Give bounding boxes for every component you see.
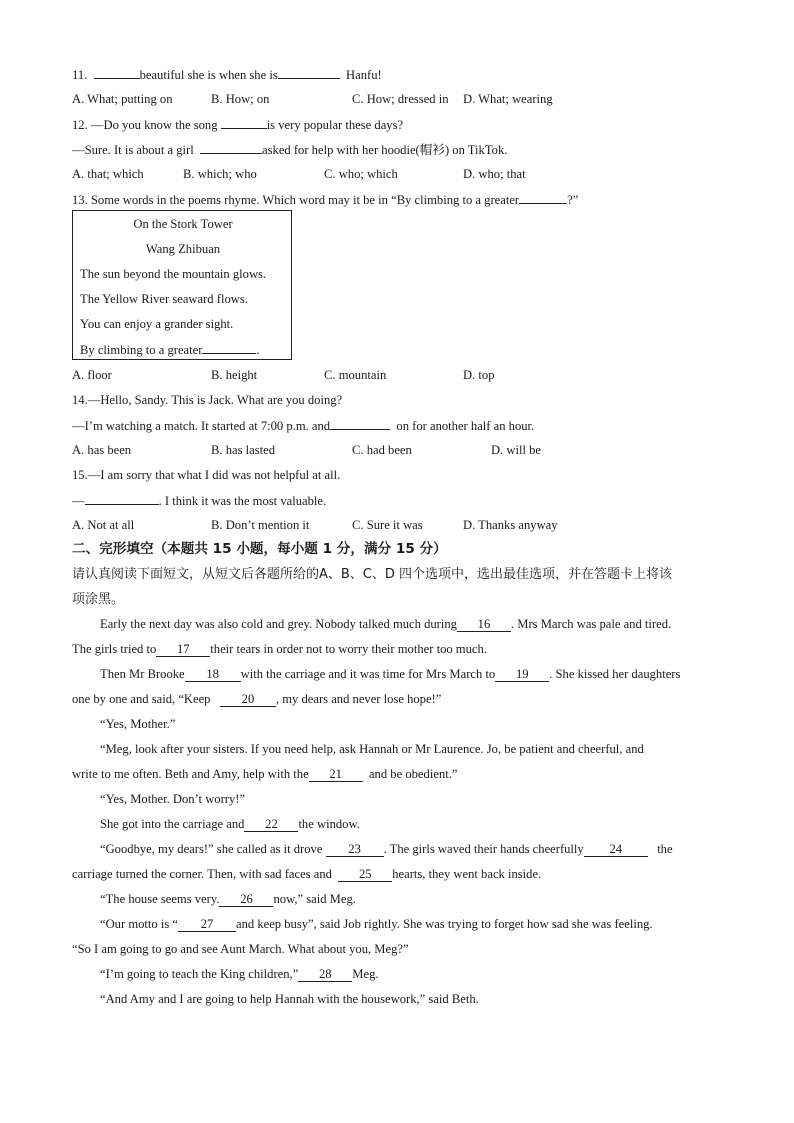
instructions: 请认真阅读下面短文，从短文后各题所给的A、B、C、D 四个选项中，选出最佳选项，并在答题卡上将该 [72, 567, 673, 582]
option-c[interactable]: C. How; dressed in [352, 92, 449, 106]
passage-line: “The house seems very. 26 now,” said Meg. [100, 892, 356, 906]
cloze-blank-17[interactable]: 17 [156, 643, 210, 657]
question-12: 12. —Do you know the song is very popular these days? [72, 118, 404, 132]
cloze-blank-23[interactable]: 23 [326, 843, 384, 857]
option-b[interactable]: B. which; who [183, 167, 257, 181]
option-c[interactable]: C. who; which [324, 167, 398, 181]
cloze-blank-26[interactable]: 26 [219, 893, 273, 907]
passage-line: “Goodbye, my dears!” she called as it drove 23 . The girls waved their hands cheerfully 24 the [100, 842, 673, 856]
poem-line: By climbing to a greater . [80, 343, 260, 357]
answer-blank[interactable] [330, 417, 390, 430]
cloze-blank-21[interactable]: 21 [309, 768, 363, 782]
option-c[interactable]: C. Sure it was [352, 518, 423, 532]
cloze-blank-24[interactable]: 24 [584, 843, 648, 857]
question-15: 15.—I am sorry that what I did was not helpful at all. [72, 468, 341, 482]
option-d[interactable]: D. Thanks anyway [463, 518, 558, 532]
passage-line: “Our motto is “ 27 and keep busy”, said Job rightly. She was trying to forget how sad she was feeling. [100, 917, 653, 931]
option-a[interactable]: A. floor [72, 368, 112, 382]
passage-line: “And Amy and I are going to help Hannah with the housework,” said Beth. [100, 992, 479, 1006]
instructions-cont: 项涂黑。 [72, 592, 125, 607]
passage-line: write to me often. Beth and Amy, help with the 21 and be obedient.” [72, 767, 458, 781]
answer-blank[interactable] [202, 341, 256, 354]
section-heading: 二、完形填空（本题共 15 小题，每小题 1 分，满分 15 分） [72, 541, 447, 557]
passage-line: She got into the carriage and 22 the window. [100, 817, 360, 831]
question-14: 14.—Hello, Sandy. This is Jack. What are you doing? [72, 393, 343, 407]
poem-line: You can enjoy a grander sight. [80, 317, 234, 331]
passage-line: “So I am going to go and see Aunt March. What about you, Meg?” [72, 942, 409, 956]
answer-blank[interactable] [519, 191, 567, 204]
option-a[interactable]: A. What; putting on [72, 92, 173, 106]
poem-title: On the Stork Tower [133, 217, 233, 231]
option-b[interactable]: B. has lasted [211, 443, 276, 457]
option-b[interactable]: B. How; on [211, 92, 270, 106]
passage-line: “Meg, look after your sisters. If you need help, ask Hannah or Mr Laurence. Jo, be patient and cheerful, and [100, 742, 644, 756]
passage-line: “Yes, Mother.” [100, 717, 176, 731]
answer-blank[interactable] [278, 66, 340, 79]
answer-blank[interactable] [94, 66, 140, 79]
cloze-blank-25[interactable]: 25 [338, 868, 392, 882]
option-d[interactable]: D. What; wearing [463, 92, 553, 106]
passage-line: The girls tried to 17 their tears in order not to worry their mother too much. [72, 642, 487, 656]
question-12-line2: —Sure. It is about a girl asked for help with her hoodie(帽衫) on TikTok. [72, 143, 508, 157]
cloze-blank-28[interactable]: 28 [298, 968, 352, 982]
passage-line: “Yes, Mother. Don’t worry!” [100, 792, 246, 806]
option-d[interactable]: D. top [463, 368, 495, 382]
cloze-blank-18[interactable]: 18 [185, 668, 241, 682]
question-13: 13. Some words in the poems rhyme. Which word may it be in “By climbing to a greater ?” [72, 193, 579, 207]
answer-blank[interactable] [85, 492, 159, 505]
cloze-blank-27[interactable]: 27 [178, 918, 236, 932]
poem-box [72, 210, 292, 360]
cloze-blank-19[interactable]: 19 [495, 668, 549, 682]
passage-line: “I’m going to teach the King children,” 28 Meg. [100, 967, 379, 981]
question-15-line2: — . I think it was the most valuable. [72, 494, 327, 508]
answer-blank[interactable] [221, 116, 267, 129]
option-a[interactable]: A. Not at all [72, 518, 135, 532]
option-a[interactable]: A. that; which [72, 167, 144, 181]
option-b[interactable]: B. Don’t mention it [211, 518, 310, 532]
poem-line: The Yellow River seaward flows. [80, 292, 248, 306]
passage-line: Early the next day was also cold and grey. Nobody talked much during 16 . Mrs March was pale and tired. [100, 617, 672, 631]
poem-line: The sun beyond the mountain glows. [80, 267, 267, 281]
passage-line: Then Mr Brooke 18 with the carriage and it was time for Mrs March to 19 . She kissed her daughters [100, 667, 681, 681]
option-a[interactable]: A. has been [72, 443, 132, 457]
cloze-blank-22[interactable]: 22 [244, 818, 298, 832]
option-c[interactable]: C. had been [352, 443, 412, 457]
question-14-line2: —I’m watching a match. It started at 7:00 p.m. and on for another half an hour. [72, 419, 535, 433]
passage-line: carriage turned the corner. Then, with sad faces and 25 hearts, they went back inside. [72, 867, 542, 881]
cloze-blank-16[interactable]: 16 [457, 618, 511, 632]
poem-author: Wang Zhibuan [145, 242, 221, 256]
option-d[interactable]: D. who; that [463, 167, 526, 181]
option-c[interactable]: C. mountain [324, 368, 387, 382]
cloze-blank-20[interactable]: 20 [220, 693, 276, 707]
option-d[interactable]: D. will be [491, 443, 542, 457]
answer-blank[interactable] [200, 141, 262, 154]
passage-line: one by one and said, “Keep 20 , my dears and never lose hope!” [72, 692, 442, 706]
question-11: 11. beautiful she is when she is Hanfu! [72, 68, 382, 82]
option-b[interactable]: B. height [211, 368, 258, 382]
